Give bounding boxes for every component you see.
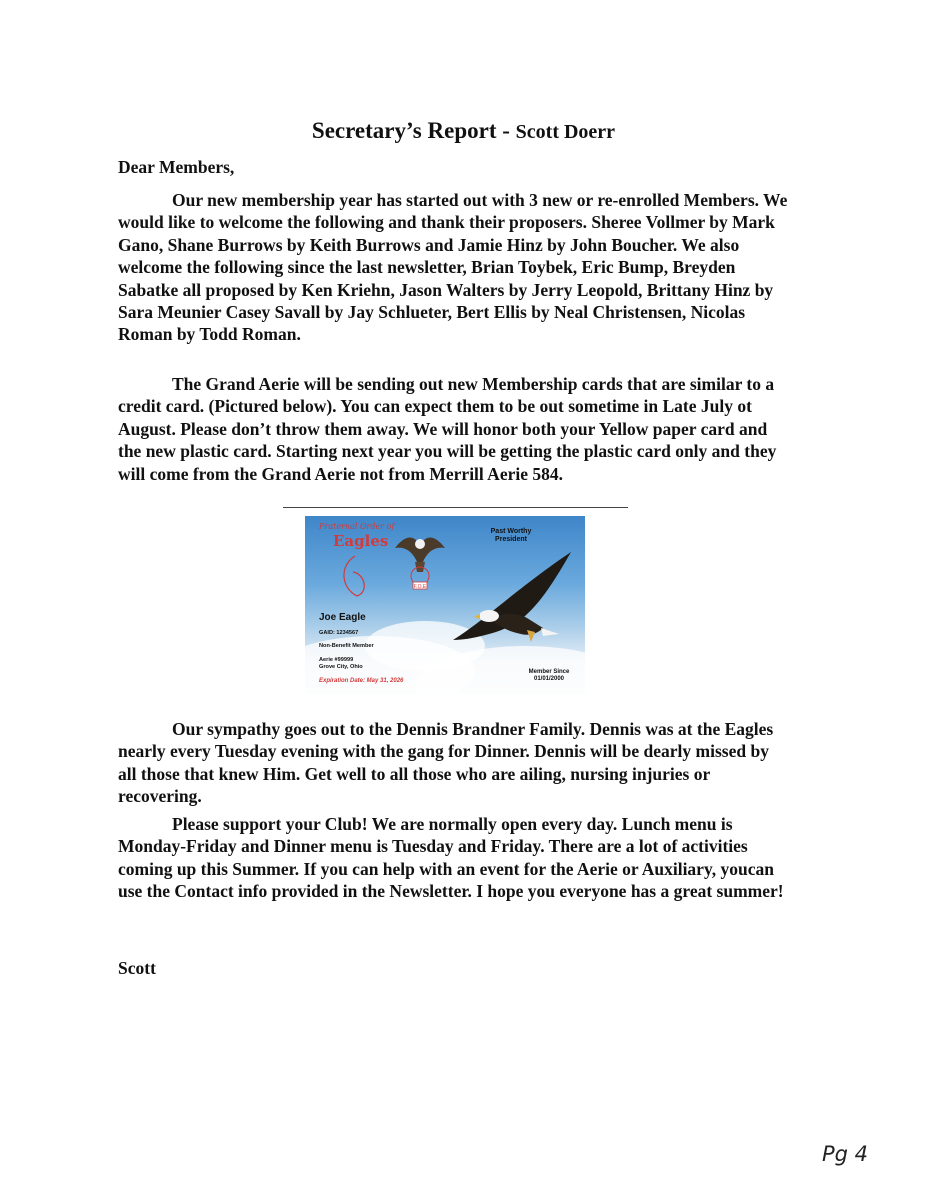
card-member-name: Joe Eagle (319, 612, 366, 623)
page-number: Pg 4 (822, 1142, 869, 1166)
flying-eagle-icon (445, 550, 575, 650)
svg-text:F.O.E: F.O.E (413, 584, 427, 590)
report-title (0, 118, 927, 144)
card-aerie: Aerie #99999 (319, 657, 354, 663)
card-member-since (521, 669, 577, 683)
card-member-since-date: 01/01/2000 (533, 676, 565, 682)
paragraph-new-members: Our new membership year has started out with 3 new or re-enrolled Members. We would like to welcome the following and thank their proposers. Sheree Vollmer by Mark Gano, Shane Burrows by Keith Burrows and Jamie Hinz by John Boucher. We also welcome the following since the last newsletter, Brian Toybek, Eric Bump, Breyden Sabatke all proposed by Ken Kriehn, Jason Walters by Jerry Leopold, Brittany Hinz by Sara Meunier Casey Savall by Jay Schlueter, Bert Ellis by Neal Christensen, Nicolas Roman by Todd Roman. (118, 190, 788, 345)
report-title-text: Secretary’s Report - (311, 118, 510, 143)
paragraph-support-club: Please support your Club! We are normally open every day. Lunch menu is Monday-Friday and Dinner menu is Tuesday and Friday. There are a lot of activities coming up this Summer. If you can help with an event for the Aerie or Auxiliary, youcan use the Contact info provided in the Newsletter. I hope you everyone has a great summer! (118, 814, 784, 902)
paragraph-sympathy: Our sympathy goes out to the Dennis Brandner Family. Dennis was at the Eagles nearly every Tuesday evening with the gang for Dinner. Dennis will be dearly missed by all those that knew Him. Get well to all those who are ailing, nursing injuries or recovering. (118, 719, 774, 807)
card-swirl-icon (335, 552, 375, 602)
paragraph-membership-cards: The Grand Aerie will be sending out new Membership cards that are similar to a credit card. (Pictured below). You can expect them to be out sometime in Late July ot August. Please don’t throw them away. We will honor both your Yellow paper card and the new plastic card. Starting next year you will be getting the plastic card only and they will come from the Grand Aerie not from Merrill Aerie 584. (118, 374, 777, 484)
card-badge: Past Worthy President (490, 528, 532, 543)
card-logo-script: Fraternal Order of (319, 522, 395, 531)
card-logo-word: Eagles (333, 532, 389, 550)
card-gaid: GAID: 1234567 (319, 630, 359, 636)
card-city: Grove City, Ohio (319, 664, 363, 670)
divider (283, 507, 628, 508)
signoff: Scott (118, 958, 156, 978)
eagle-emblem-icon (393, 526, 447, 592)
report-author: Scott Doerr (515, 121, 616, 143)
membership-card-image (305, 516, 585, 694)
salutation: Dear Members, (118, 157, 235, 177)
card-member-since-label: Member Since (528, 669, 570, 675)
card-member-type: Non-Benefit Member (319, 643, 374, 649)
card-expiration: Expiration Date: May 31, 2026 (319, 678, 404, 684)
